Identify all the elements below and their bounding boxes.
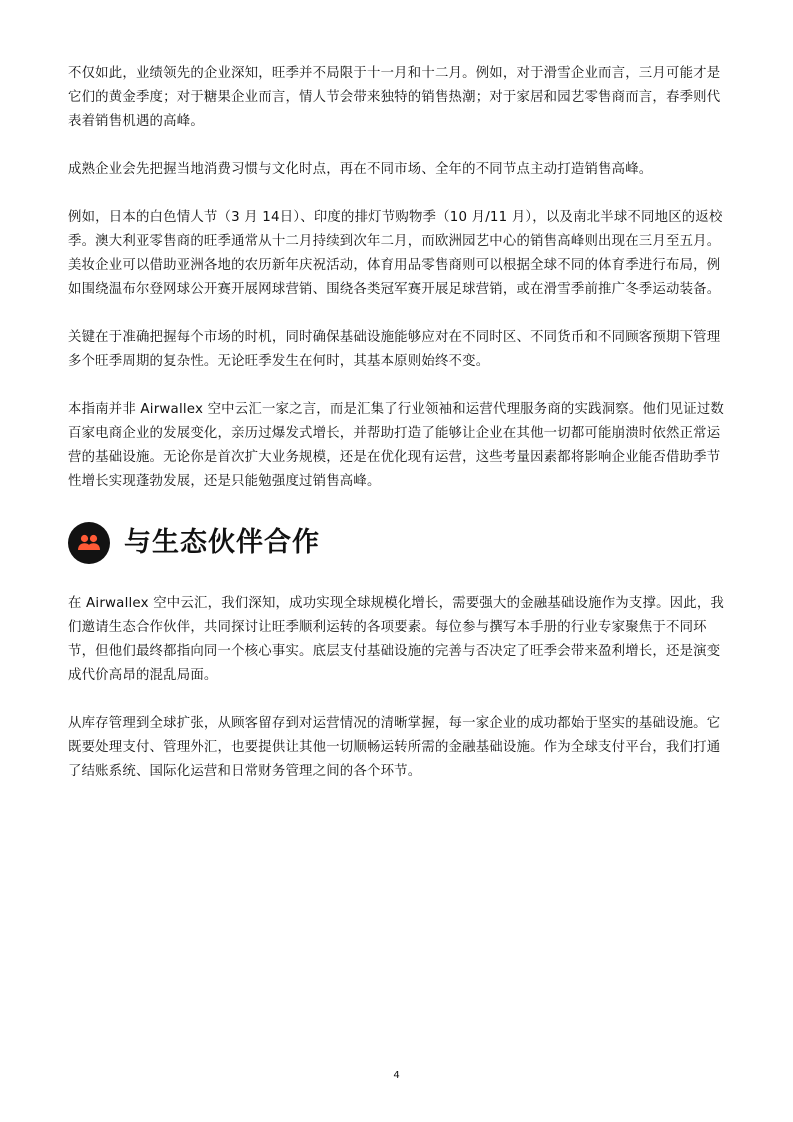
- body-paragraph: 成熟企业会先把握当地消费习惯与文化时点，再在不同市场、全年的不同节点主动打造销售高峰。: [68, 162, 653, 177]
- body-paragraph: 本指南并非 Airwallex 空中云汇一家之言，而是汇集了行业领袖和运营代理服务商的实践洞察。他们见证过数百家电商企业的发展变化，亲历过爆发式增长，并帮助打造了能够让企业在其他一切都可能崩溃时依然正常运营的基础设施。无论你是首次扩大业务规模，还是在优化现有运营，这些考量因素都将影响企业能否借助季节性增长实现蓬勃发展，还是只能勉强度过销售高峰。: [68, 402, 725, 489]
- body-paragraph: 例如，日本的白色情人节（3 月 14日）、印度的排灯节购物季（10 月/11 月），以及南北半球不同地区的返校季。澳大利亚零售商的旺季通常从十二月持续到次年二月，而欧洲园艺中心的销售高峰则出现在三月至五月。美妆企业可以借助亚洲各地的农历新年庆祝活动，体育用品零售商则可以根据全球不同的体育季进行布局，例如围绕温布尔登网球公开赛开展网球营销、围绕各类冠军赛开展足球营销，或在滑雪季前推广冬季运动装备。: [68, 210, 723, 297]
- body-paragraph: 关键在于准确把握每个市场的时机，同时确保基础设施能够应对在不同时区、不同货币和不同顾客预期下管理多个旺季周期的复杂性。无论旺季发生在何时，其基本原则始终不变。: [68, 330, 721, 369]
- body-paragraph: 在 Airwallex 空中云汇，我们深知，成功实现全球规模化增长，需要强大的金融基础设施作为支撑。因此，我们邀请生态合作伙伴，共同探讨让旺季顺利运转的各项要素。每位参与撰写本手册的行业专家聚焦于不同环节，但他们最终都指向同一个核心事实。底层支付基础设施的完善与否决定了旺季会带来盈利增长，还是演变成代价高昂的混乱局面。: [68, 596, 725, 683]
- page-number: 4: [393, 1070, 400, 1081]
- body-paragraph: 从库存管理到全球扩张，从顾客留存到对运营情况的清晰掌握，每一家企业的成功都始于坚实的基础设施。它既要处理支付、管理外汇，也要提供让其他一切顺畅运转所需的金融基础设施。作为全球支付平台，我们打通了结账系统、国际化运营和日常财务管理之间的各个环节。: [68, 716, 721, 779]
- section-heading: [68, 521, 728, 565]
- section-title: 与生态伙伴合作: [124, 527, 320, 558]
- people-icon: [68, 522, 110, 564]
- body-paragraph: 不仅如此，业绩领先的企业深知，旺季并不局限于十一月和十二月。例如，对于滑雪企业而言，三月可能才是它们的黄金季度；对于糖果企业而言，情人节会带来独特的销售热潮；对于家居和园艺零售商而言，春季则代表着销售机遇的高峰。: [68, 66, 721, 129]
- page-content: [68, 62, 728, 784]
